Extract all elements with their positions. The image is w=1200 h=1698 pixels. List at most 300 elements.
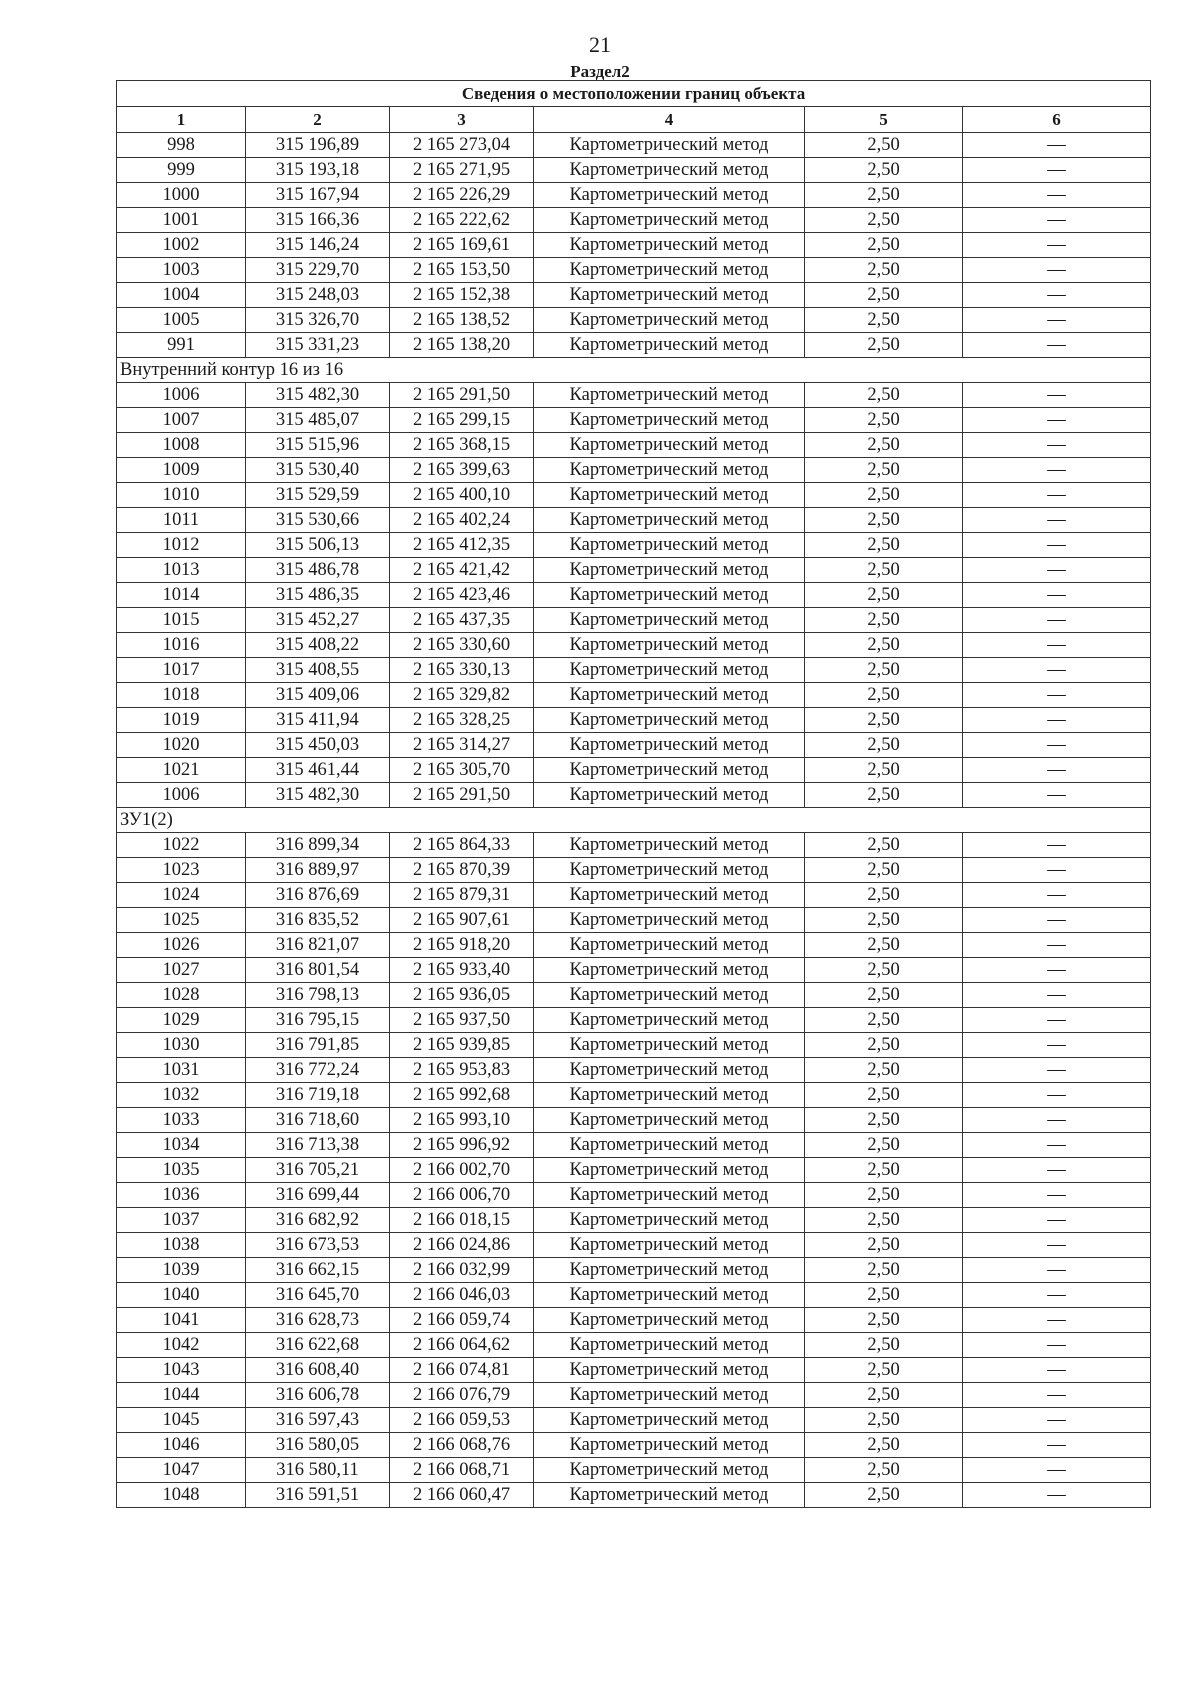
description-cell: — [963, 533, 1151, 558]
x-coordinate-cell: 316 645,70 [246, 1283, 390, 1308]
point-number-cell: 1010 [117, 483, 246, 508]
method-cell: Картометрический метод [534, 233, 805, 258]
method-cell: Картометрический метод [534, 133, 805, 158]
accuracy-cell: 2,50 [805, 1283, 963, 1308]
table-row [117, 1258, 1151, 1283]
x-coordinate-cell: 315 530,40 [246, 458, 390, 483]
group-row [117, 358, 1151, 383]
description-cell: — [963, 1308, 1151, 1333]
y-coordinate-cell: 2 166 046,03 [390, 1283, 534, 1308]
x-coordinate-cell: 316 580,11 [246, 1458, 390, 1483]
accuracy-cell: 2,50 [805, 583, 963, 608]
x-coordinate-cell: 315 506,13 [246, 533, 390, 558]
accuracy-cell: 2,50 [805, 1358, 963, 1383]
description-cell: — [963, 1458, 1151, 1483]
accuracy-cell: 2,50 [805, 1258, 963, 1283]
point-number-cell: 1045 [117, 1408, 246, 1433]
method-cell: Картометрический метод [534, 558, 805, 583]
point-number-cell: 1013 [117, 558, 246, 583]
x-coordinate-cell: 315 166,36 [246, 208, 390, 233]
accuracy-cell: 2,50 [805, 1308, 963, 1333]
x-coordinate-cell: 316 791,85 [246, 1033, 390, 1058]
x-coordinate-cell: 315 193,18 [246, 158, 390, 183]
table-row [117, 1208, 1151, 1233]
method-cell: Картометрический метод [534, 1083, 805, 1108]
point-number-cell: 1019 [117, 708, 246, 733]
method-cell: Картометрический метод [534, 1008, 805, 1033]
method-cell: Картометрический метод [534, 383, 805, 408]
point-number-cell: 1025 [117, 908, 246, 933]
method-cell: Картометрический метод [534, 158, 805, 183]
table-row [117, 633, 1151, 658]
y-coordinate-cell: 2 165 421,42 [390, 558, 534, 583]
method-cell: Картометрический метод [534, 183, 805, 208]
table-row [117, 783, 1151, 808]
description-cell: — [963, 1008, 1151, 1033]
table-row [117, 758, 1151, 783]
x-coordinate-cell: 316 705,21 [246, 1158, 390, 1183]
description-cell: — [963, 1258, 1151, 1283]
point-number-cell: 1027 [117, 958, 246, 983]
x-coordinate-cell: 315 167,94 [246, 183, 390, 208]
x-coordinate-cell: 315 331,23 [246, 333, 390, 358]
accuracy-cell: 2,50 [805, 608, 963, 633]
point-number-cell: 1029 [117, 1008, 246, 1033]
description-cell: — [963, 558, 1151, 583]
accuracy-cell: 2,50 [805, 708, 963, 733]
x-coordinate-cell: 316 718,60 [246, 1108, 390, 1133]
y-coordinate-cell: 2 165 291,50 [390, 383, 534, 408]
description-cell: — [963, 1483, 1151, 1508]
description-cell: — [963, 933, 1151, 958]
description-cell: — [963, 433, 1151, 458]
y-coordinate-cell: 2 165 330,60 [390, 633, 534, 658]
group-label: Внутренний контур 16 из 16 [117, 358, 1151, 383]
description-cell: — [963, 283, 1151, 308]
description-cell: — [963, 783, 1151, 808]
y-coordinate-cell: 2 165 864,33 [390, 833, 534, 858]
x-coordinate-cell: 315 146,24 [246, 233, 390, 258]
method-cell: Картометрический метод [534, 408, 805, 433]
table-row [117, 958, 1151, 983]
description-cell: — [963, 1408, 1151, 1433]
x-coordinate-cell: 316 795,15 [246, 1008, 390, 1033]
x-coordinate-cell: 315 408,22 [246, 633, 390, 658]
table-row [117, 1108, 1151, 1133]
method-cell: Картометрический метод [534, 283, 805, 308]
method-cell: Картометрический метод [534, 633, 805, 658]
table-row [117, 158, 1151, 183]
point-number-cell: 1008 [117, 433, 246, 458]
description-cell: — [963, 133, 1151, 158]
table-row [117, 1158, 1151, 1183]
y-coordinate-cell: 2 165 402,24 [390, 508, 534, 533]
point-number-cell: 1005 [117, 308, 246, 333]
y-coordinate-cell: 2 165 153,50 [390, 258, 534, 283]
method-cell: Картометрический метод [534, 1158, 805, 1183]
description-cell: — [963, 308, 1151, 333]
description-cell: — [963, 208, 1151, 233]
description-cell: — [963, 483, 1151, 508]
x-coordinate-cell: 315 248,03 [246, 283, 390, 308]
table-row [117, 458, 1151, 483]
method-cell: Картометрический метод [534, 983, 805, 1008]
table-row [117, 1083, 1151, 1108]
method-cell: Картометрический метод [534, 908, 805, 933]
table-row [117, 1133, 1151, 1158]
method-cell: Картометрический метод [534, 1383, 805, 1408]
x-coordinate-cell: 315 486,78 [246, 558, 390, 583]
accuracy-cell: 2,50 [805, 883, 963, 908]
accuracy-cell: 2,50 [805, 833, 963, 858]
description-cell: — [963, 1033, 1151, 1058]
group-row [117, 808, 1151, 833]
method-cell: Картометрический метод [534, 1208, 805, 1233]
table-row [117, 683, 1151, 708]
table-row [117, 308, 1151, 333]
point-number-cell: 1032 [117, 1083, 246, 1108]
accuracy-cell: 2,50 [805, 933, 963, 958]
point-number-cell: 1039 [117, 1258, 246, 1283]
x-coordinate-cell: 316 835,52 [246, 908, 390, 933]
point-number-cell: 1042 [117, 1333, 246, 1358]
method-cell: Картометрический метод [534, 733, 805, 758]
x-coordinate-cell: 315 486,35 [246, 583, 390, 608]
x-coordinate-cell: 316 622,68 [246, 1333, 390, 1358]
point-number-cell: 1003 [117, 258, 246, 283]
point-number-cell: 1021 [117, 758, 246, 783]
accuracy-cell: 2,50 [805, 258, 963, 283]
y-coordinate-cell: 2 165 399,63 [390, 458, 534, 483]
accuracy-cell: 2,50 [805, 533, 963, 558]
accuracy-cell: 2,50 [805, 1008, 963, 1033]
point-number-cell: 1046 [117, 1433, 246, 1458]
table-caption-row [117, 81, 1151, 107]
description-cell: — [963, 333, 1151, 358]
description-cell: — [963, 908, 1151, 933]
point-number-cell: 1007 [117, 408, 246, 433]
method-cell: Картометрический метод [534, 1433, 805, 1458]
method-cell: Картометрический метод [534, 533, 805, 558]
method-cell: Картометрический метод [534, 333, 805, 358]
method-cell: Картометрический метод [534, 483, 805, 508]
y-coordinate-cell: 2 165 400,10 [390, 483, 534, 508]
point-number-cell: 991 [117, 333, 246, 358]
y-coordinate-cell: 2 165 138,52 [390, 308, 534, 333]
accuracy-cell: 2,50 [805, 1433, 963, 1458]
accuracy-cell: 2,50 [805, 1458, 963, 1483]
method-cell: Картометрический метод [534, 258, 805, 283]
x-coordinate-cell: 316 606,78 [246, 1383, 390, 1408]
point-number-cell: 1031 [117, 1058, 246, 1083]
table-body [117, 133, 1151, 1508]
description-cell: — [963, 458, 1151, 483]
x-coordinate-cell: 316 699,44 [246, 1183, 390, 1208]
y-coordinate-cell: 2 165 291,50 [390, 783, 534, 808]
y-coordinate-cell: 2 165 368,15 [390, 433, 534, 458]
point-number-cell: 1026 [117, 933, 246, 958]
table-row [117, 833, 1151, 858]
method-cell: Картометрический метод [534, 658, 805, 683]
method-cell: Картометрический метод [534, 1108, 805, 1133]
column-header: 2 [246, 107, 390, 133]
point-number-cell: 998 [117, 133, 246, 158]
description-cell: — [963, 983, 1151, 1008]
table-row [117, 858, 1151, 883]
description-cell: — [963, 1358, 1151, 1383]
description-cell: — [963, 1108, 1151, 1133]
accuracy-cell: 2,50 [805, 633, 963, 658]
method-cell: Картометрический метод [534, 1183, 805, 1208]
column-header: 4 [534, 107, 805, 133]
point-number-cell: 1001 [117, 208, 246, 233]
accuracy-cell: 2,50 [805, 758, 963, 783]
y-coordinate-cell: 2 166 060,47 [390, 1483, 534, 1508]
accuracy-cell: 2,50 [805, 1133, 963, 1158]
point-number-cell: 1020 [117, 733, 246, 758]
description-cell: — [963, 1183, 1151, 1208]
y-coordinate-cell: 2 166 032,99 [390, 1258, 534, 1283]
table-row [117, 733, 1151, 758]
x-coordinate-cell: 316 682,92 [246, 1208, 390, 1233]
accuracy-cell: 2,50 [805, 733, 963, 758]
table-row [117, 658, 1151, 683]
accuracy-cell: 2,50 [805, 1483, 963, 1508]
y-coordinate-cell: 2 166 006,70 [390, 1183, 534, 1208]
x-coordinate-cell: 315 482,30 [246, 383, 390, 408]
method-cell: Картометрический метод [534, 933, 805, 958]
x-coordinate-cell: 316 662,15 [246, 1258, 390, 1283]
table-head [117, 81, 1151, 133]
description-cell: — [963, 1333, 1151, 1358]
point-number-cell: 1041 [117, 1308, 246, 1333]
x-coordinate-cell: 315 515,96 [246, 433, 390, 458]
method-cell: Картометрический метод [534, 1233, 805, 1258]
x-coordinate-cell: 316 591,51 [246, 1483, 390, 1508]
description-cell: — [963, 733, 1151, 758]
point-number-cell: 1004 [117, 283, 246, 308]
method-cell: Картометрический метод [534, 433, 805, 458]
point-number-cell: 1014 [117, 583, 246, 608]
method-cell: Картометрический метод [534, 583, 805, 608]
y-coordinate-cell: 2 165 299,15 [390, 408, 534, 433]
description-cell: — [963, 883, 1151, 908]
x-coordinate-cell: 316 719,18 [246, 1083, 390, 1108]
y-coordinate-cell: 2 165 273,04 [390, 133, 534, 158]
table-row [117, 508, 1151, 533]
point-number-cell: 1024 [117, 883, 246, 908]
accuracy-cell: 2,50 [805, 683, 963, 708]
point-number-cell: 1030 [117, 1033, 246, 1058]
x-coordinate-cell: 316 876,69 [246, 883, 390, 908]
x-coordinate-cell: 316 713,38 [246, 1133, 390, 1158]
point-number-cell: 1035 [117, 1158, 246, 1183]
x-coordinate-cell: 315 229,70 [246, 258, 390, 283]
description-cell: — [963, 383, 1151, 408]
accuracy-cell: 2,50 [805, 133, 963, 158]
table-row [117, 983, 1151, 1008]
method-cell: Картометрический метод [534, 1458, 805, 1483]
accuracy-cell: 2,50 [805, 1058, 963, 1083]
method-cell: Картометрический метод [534, 783, 805, 808]
y-coordinate-cell: 2 165 933,40 [390, 958, 534, 983]
method-cell: Картометрический метод [534, 683, 805, 708]
point-number-cell: 1016 [117, 633, 246, 658]
accuracy-cell: 2,50 [805, 508, 963, 533]
description-cell: — [963, 1283, 1151, 1308]
y-coordinate-cell: 2 165 879,31 [390, 883, 534, 908]
method-cell: Картометрический метод [534, 958, 805, 983]
point-number-cell: 1037 [117, 1208, 246, 1233]
method-cell: Картометрический метод [534, 208, 805, 233]
y-coordinate-cell: 2 165 918,20 [390, 933, 534, 958]
x-coordinate-cell: 315 530,66 [246, 508, 390, 533]
accuracy-cell: 2,50 [805, 1183, 963, 1208]
accuracy-cell: 2,50 [805, 383, 963, 408]
y-coordinate-cell: 2 165 412,35 [390, 533, 534, 558]
table-header-row [117, 107, 1151, 133]
y-coordinate-cell: 2 166 074,81 [390, 1358, 534, 1383]
point-number-cell: 1048 [117, 1483, 246, 1508]
accuracy-cell: 2,50 [805, 1158, 963, 1183]
accuracy-cell: 2,50 [805, 783, 963, 808]
accuracy-cell: 2,50 [805, 908, 963, 933]
table-row [117, 383, 1151, 408]
column-header: 5 [805, 107, 963, 133]
y-coordinate-cell: 2 165 993,10 [390, 1108, 534, 1133]
table-row [117, 1433, 1151, 1458]
description-cell: — [963, 508, 1151, 533]
accuracy-cell: 2,50 [805, 1033, 963, 1058]
table-row [117, 1483, 1151, 1508]
table-row [117, 608, 1151, 633]
accuracy-cell: 2,50 [805, 283, 963, 308]
table-row [117, 1308, 1151, 1333]
accuracy-cell: 2,50 [805, 983, 963, 1008]
method-cell: Картометрический метод [534, 1483, 805, 1508]
method-cell: Картометрический метод [534, 708, 805, 733]
description-cell: — [963, 833, 1151, 858]
y-coordinate-cell: 2 165 996,92 [390, 1133, 534, 1158]
point-number-cell: 1028 [117, 983, 246, 1008]
y-coordinate-cell: 2 165 152,38 [390, 283, 534, 308]
accuracy-cell: 2,50 [805, 1233, 963, 1258]
description-cell: — [963, 408, 1151, 433]
x-coordinate-cell: 315 529,59 [246, 483, 390, 508]
method-cell: Картометрический метод [534, 508, 805, 533]
x-coordinate-cell: 316 798,13 [246, 983, 390, 1008]
column-header: 1 [117, 107, 246, 133]
description-cell: — [963, 658, 1151, 683]
y-coordinate-cell: 2 166 068,71 [390, 1458, 534, 1483]
table-caption: Сведения о местоположении границ объекта [117, 81, 1151, 107]
table-row [117, 258, 1151, 283]
y-coordinate-cell: 2 165 953,83 [390, 1058, 534, 1083]
description-cell: — [963, 683, 1151, 708]
description-cell: — [963, 958, 1151, 983]
description-cell: — [963, 1208, 1151, 1233]
point-number-cell: 1006 [117, 783, 246, 808]
method-cell: Картометрический метод [534, 1033, 805, 1058]
description-cell: — [963, 1233, 1151, 1258]
point-number-cell: 1017 [117, 658, 246, 683]
x-coordinate-cell: 315 461,44 [246, 758, 390, 783]
y-coordinate-cell: 2 166 002,70 [390, 1158, 534, 1183]
method-cell: Картометрический метод [534, 1133, 805, 1158]
y-coordinate-cell: 2 165 939,85 [390, 1033, 534, 1058]
y-coordinate-cell: 2 166 059,53 [390, 1408, 534, 1433]
x-coordinate-cell: 315 485,07 [246, 408, 390, 433]
accuracy-cell: 2,50 [805, 558, 963, 583]
description-cell: — [963, 1058, 1151, 1083]
accuracy-cell: 2,50 [805, 483, 963, 508]
table-row [117, 208, 1151, 233]
table-row [117, 283, 1151, 308]
method-cell: Картометрический метод [534, 308, 805, 333]
x-coordinate-cell: 316 772,24 [246, 1058, 390, 1083]
table-row [117, 433, 1151, 458]
x-coordinate-cell: 315 452,27 [246, 608, 390, 633]
accuracy-cell: 2,50 [805, 1083, 963, 1108]
point-number-cell: 1022 [117, 833, 246, 858]
table-row [117, 558, 1151, 583]
description-cell: — [963, 158, 1151, 183]
description-cell: — [963, 708, 1151, 733]
description-cell: — [963, 633, 1151, 658]
y-coordinate-cell: 2 165 423,46 [390, 583, 534, 608]
table-row [117, 1333, 1151, 1358]
point-number-cell: 1040 [117, 1283, 246, 1308]
boundary-coordinates-table [116, 80, 1151, 1508]
y-coordinate-cell: 2 165 870,39 [390, 858, 534, 883]
x-coordinate-cell: 316 597,43 [246, 1408, 390, 1433]
point-number-cell: 1018 [117, 683, 246, 708]
y-coordinate-cell: 2 165 907,61 [390, 908, 534, 933]
y-coordinate-cell: 2 165 226,29 [390, 183, 534, 208]
point-number-cell: 1006 [117, 383, 246, 408]
description-cell: — [963, 183, 1151, 208]
description-cell: — [963, 1133, 1151, 1158]
table-row [117, 1183, 1151, 1208]
method-cell: Картометрический метод [534, 608, 805, 633]
table-row [117, 1008, 1151, 1033]
column-header: 6 [963, 107, 1151, 133]
accuracy-cell: 2,50 [805, 433, 963, 458]
y-coordinate-cell: 2 166 076,79 [390, 1383, 534, 1408]
point-number-cell: 1034 [117, 1133, 246, 1158]
description-cell: — [963, 1158, 1151, 1183]
x-coordinate-cell: 316 899,34 [246, 833, 390, 858]
method-cell: Картометрический метод [534, 858, 805, 883]
point-number-cell: 1043 [117, 1358, 246, 1383]
table-row [117, 908, 1151, 933]
y-coordinate-cell: 2 166 024,86 [390, 1233, 534, 1258]
accuracy-cell: 2,50 [805, 1108, 963, 1133]
point-number-cell: 1002 [117, 233, 246, 258]
group-label: ЗУ1(2) [117, 808, 1151, 833]
table-row [117, 583, 1151, 608]
accuracy-cell: 2,50 [805, 158, 963, 183]
table-row [117, 1458, 1151, 1483]
method-cell: Картометрический метод [534, 1258, 805, 1283]
point-number-cell: 1009 [117, 458, 246, 483]
table-row [117, 1033, 1151, 1058]
accuracy-cell: 2,50 [805, 1208, 963, 1233]
method-cell: Картометрический метод [534, 1333, 805, 1358]
point-number-cell: 1047 [117, 1458, 246, 1483]
table-row [117, 333, 1151, 358]
table-row [117, 483, 1151, 508]
